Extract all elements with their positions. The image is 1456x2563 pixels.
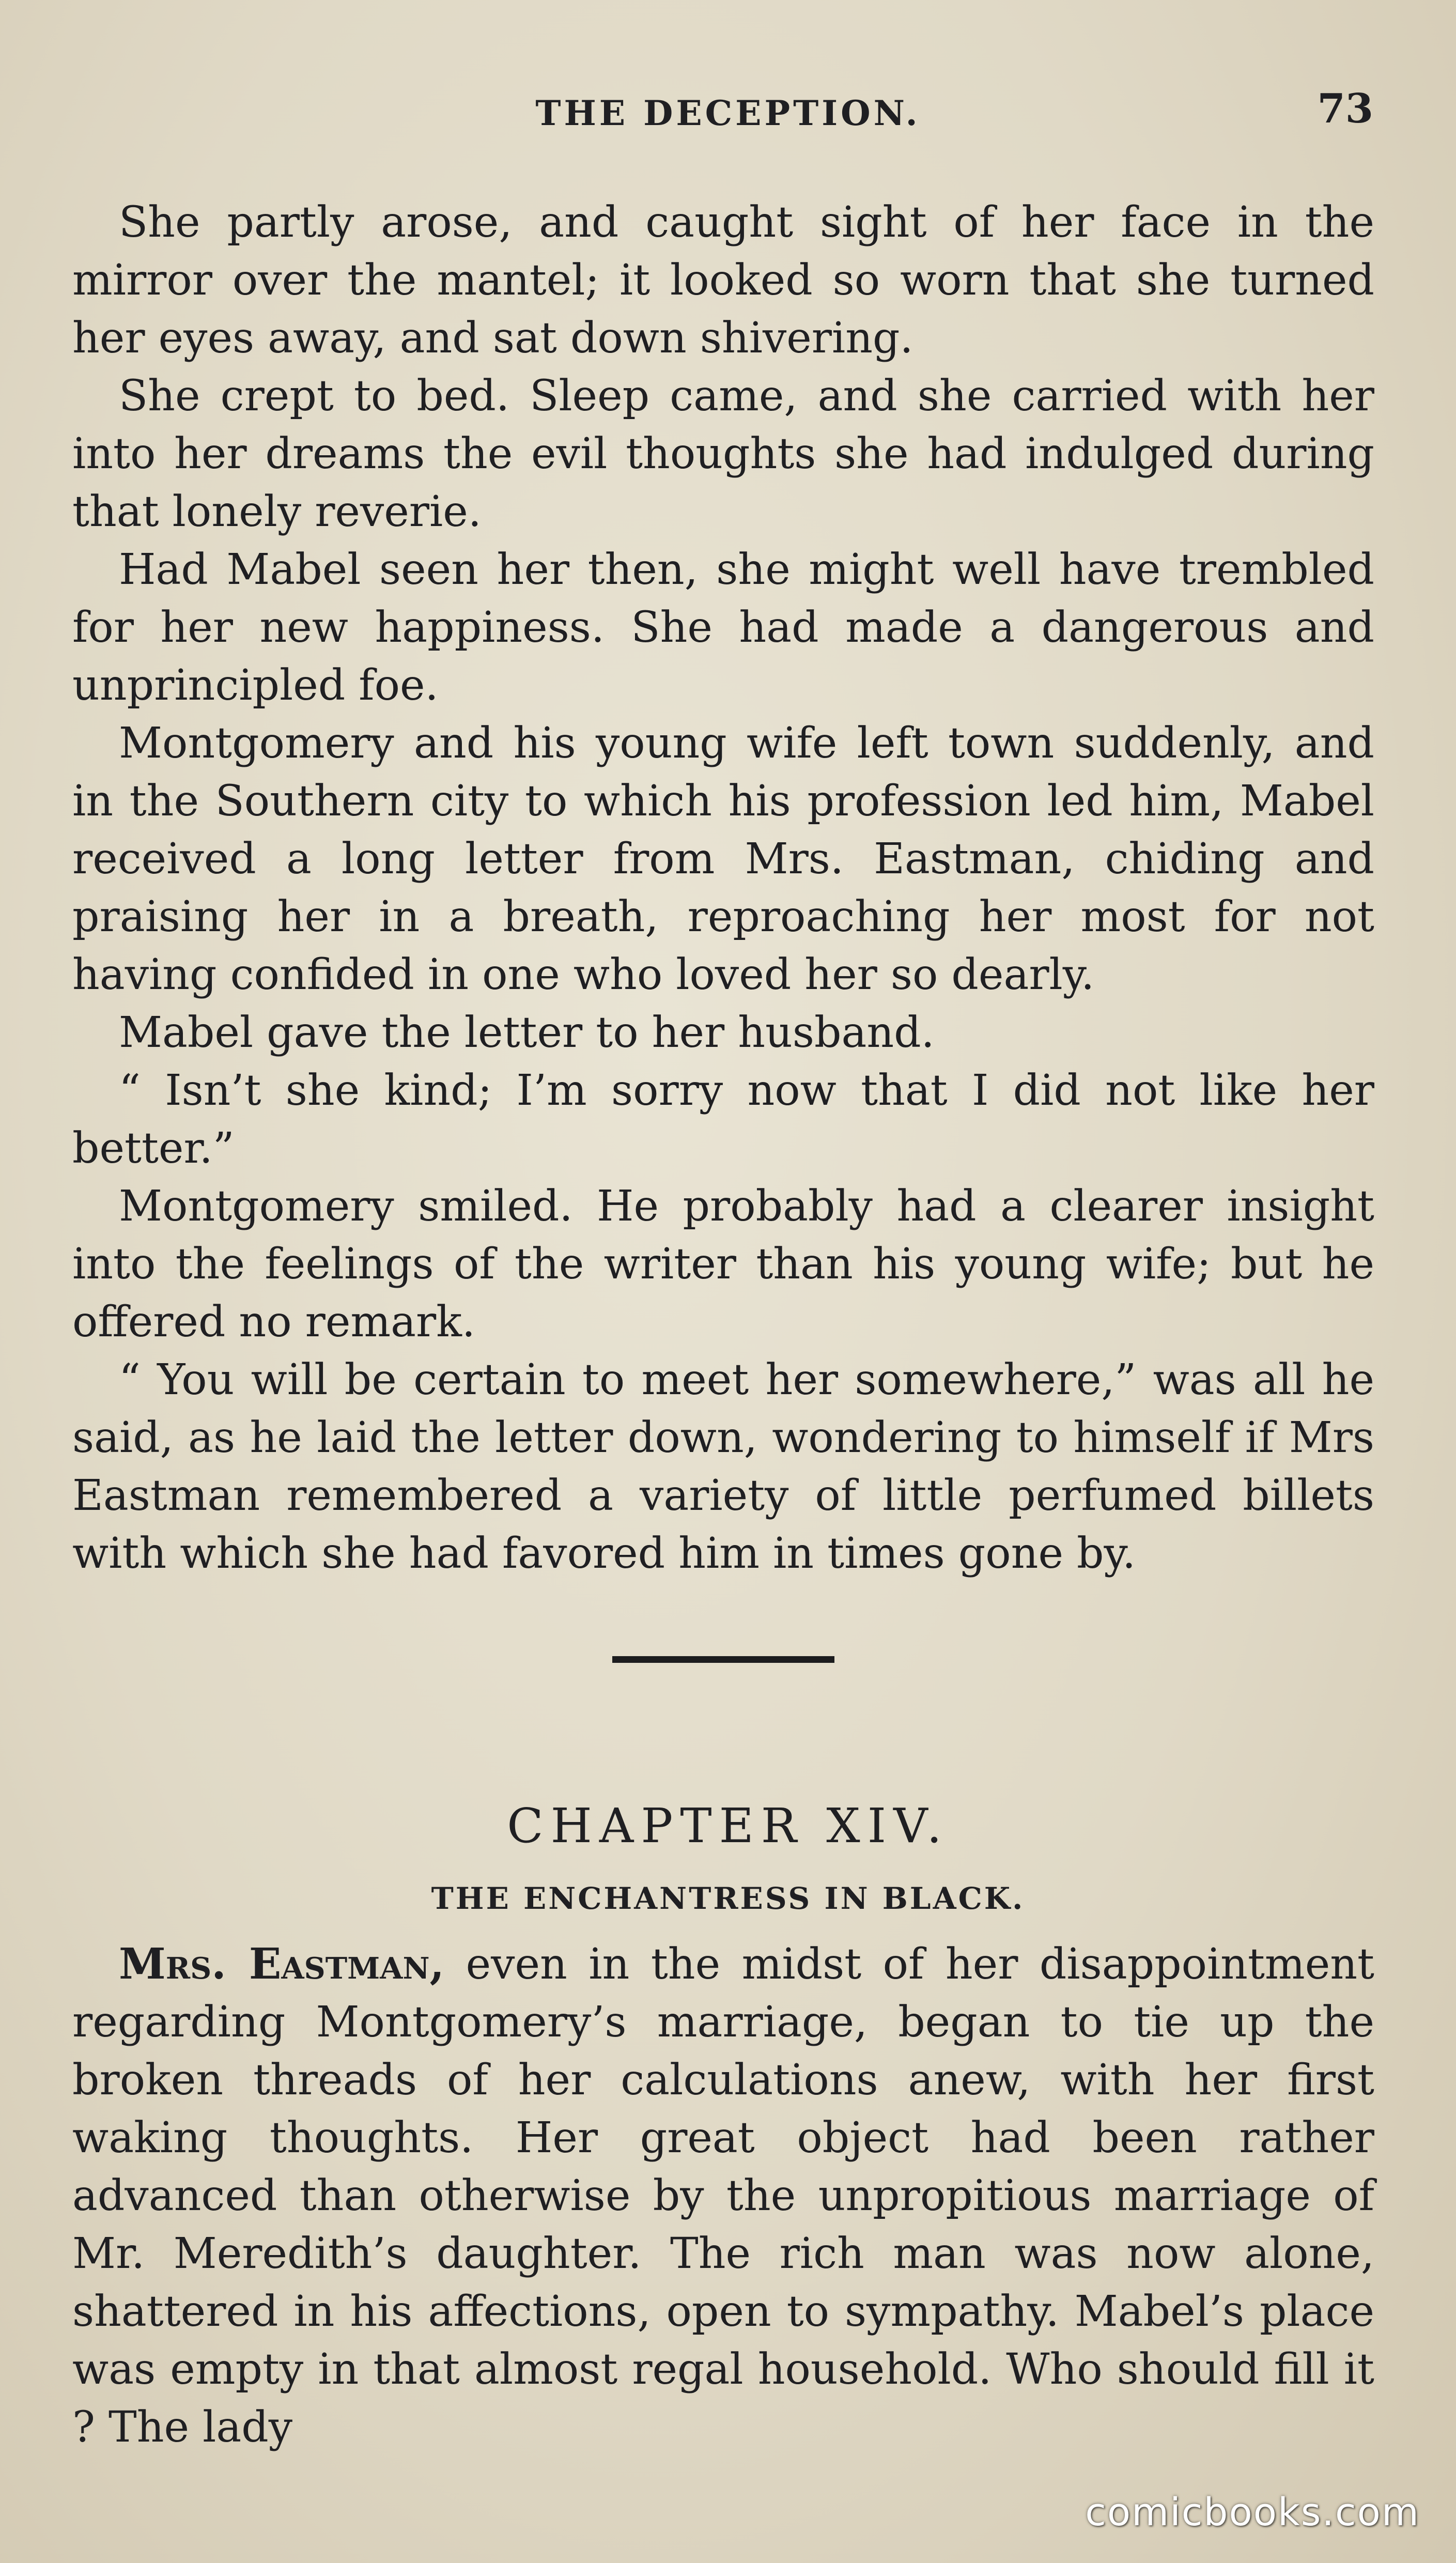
page-number: 73 [1317, 85, 1373, 132]
section-divider-rule [612, 1656, 834, 1663]
paragraph: She partly arose, and caught sight of her face in the mirror over the mantel; it looked so worn that she turned her eyes away, and sat down shivering. [72, 198, 1374, 363]
paragraph: Mabel gave the letter to her husband. [119, 1008, 935, 1057]
running-head: THE DECEPTION. [535, 93, 921, 133]
chapter-title: CHAPTER XIV. [507, 1798, 949, 1854]
watermark-text: comicbooks.com [1085, 2490, 1420, 2535]
paragraph [72, 1935, 1374, 2457]
paragraph: She crept to bed. Sleep came, and she carried with her into her dreams the evil thoughts she had indulged during that lonely reverie. [72, 372, 1374, 536]
paragraph: Had Mabel seen her then, she might well have trembled for her new happiness. She had made a dangerous and unprincipled foe. [72, 545, 1374, 710]
paragraph: “ You will be certain to meet her somewhere,” was all he said, as he laid the letter down, wondering to himself if Mrs Eastman remembered a variety of little perfumed billets with which she had favored him in times gone by. [72, 1355, 1374, 1578]
chapter-lead-word: Mrs. Eastman, [119, 1939, 445, 1989]
body-text-top [72, 194, 1374, 1583]
paragraph: Montgomery smiled. He probably had a clearer insight into the feelings of the writer than his young wife; but he offered no remark. [72, 1182, 1374, 1347]
chapter-paragraph-text: even in the midst of her disappointment regarding Montgomery’s marriage, began to tie up the broken threads of her calculations anew, with her first waking thoughts. Her great object had been rather advanced than otherwise by the unpropitious marriage of Mr. Meredith’s daughter. The rich man was now alone, shattered in his affections, open to sympathy. Mabel’s place was empty in that almost regal household. Who should fill it ? The lady [72, 1940, 1374, 2452]
paragraph: “ Isn’t she kind; I’m sorry now that I did not like her better.” [72, 1066, 1374, 1173]
body-text-chapter [72, 1935, 1374, 2457]
paragraph: Montgomery and his young wife left town suddenly, and in the Southern city to which his profession led him, Mabel received a long letter from Mrs. Eastman, chiding and praising her in a breath, reproaching her most for not having confided in one who loved her so dearly. [72, 719, 1374, 999]
chapter-subtitle: THE ENCHANTRESS IN BLACK. [431, 1881, 1025, 1916]
